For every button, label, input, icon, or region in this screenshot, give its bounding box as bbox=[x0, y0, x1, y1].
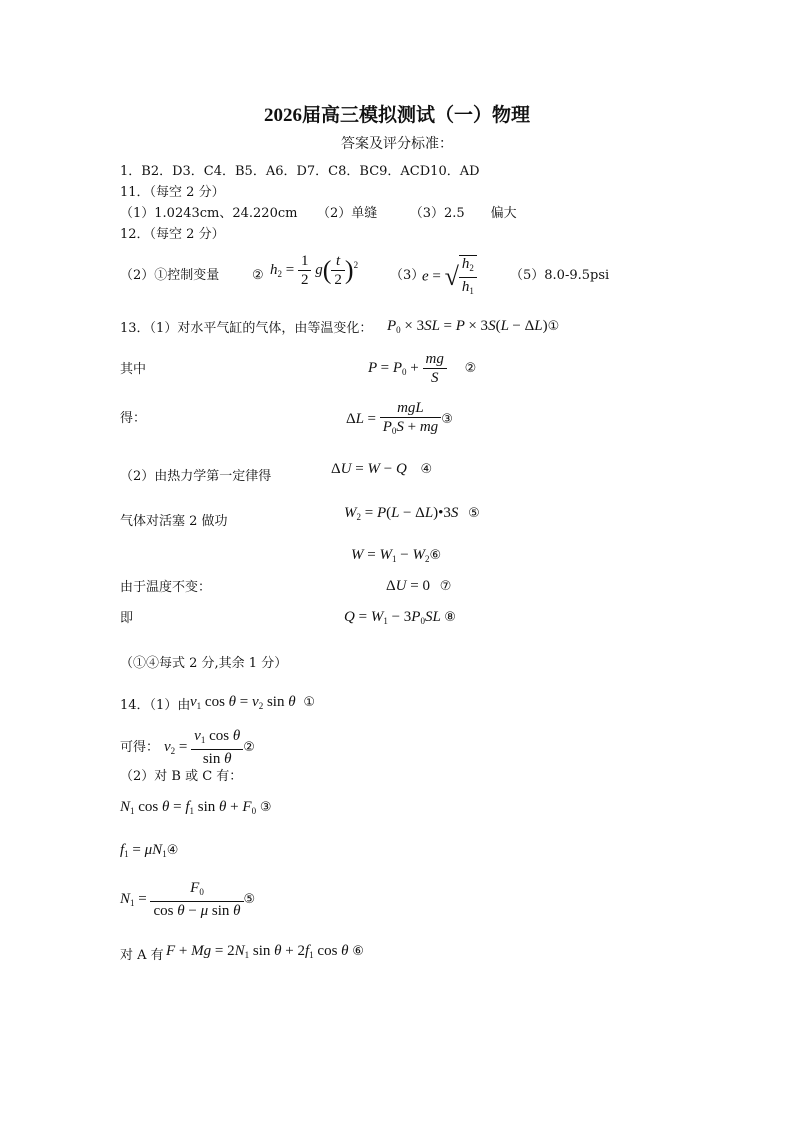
q14-for-a: 对 A 有 bbox=[120, 948, 164, 963]
page-subtitle: 答案及评分标准： bbox=[341, 136, 453, 152]
q13-eq2: $P = P_0$ + $\frac{mg}{S}$ ② bbox=[368, 351, 477, 386]
q13-eq8: $Q = W_1 - 3P_0SL$ ⑧ bbox=[344, 609, 456, 626]
mark-4: ④ bbox=[420, 462, 433, 477]
mark-1: ① bbox=[547, 319, 560, 334]
q12-part3: （3） bbox=[390, 268, 425, 283]
mark-4: ④ bbox=[166, 843, 179, 858]
q13-intro: 13．（1）对水平气缸的气体，由等温变化： bbox=[120, 321, 373, 336]
q13-part2: （2）由热力学第一定律得 bbox=[120, 469, 272, 484]
q13-so: 即 bbox=[120, 611, 134, 626]
q14-intro: 14．（1）由 bbox=[120, 698, 191, 713]
q11-answers: （1）1.0243cm、24.220cm （2）单缝 （3）2.5 偏大 bbox=[120, 206, 517, 221]
q13-work: 气体对活塞 2 做功 bbox=[120, 514, 228, 529]
q14-eq3: $N_1$ $\cos \theta = f_1$ $\sin \theta + F_0$ ③ bbox=[120, 799, 272, 816]
mark-3: ③ bbox=[259, 800, 272, 815]
mark-7: ⑦ bbox=[439, 579, 452, 594]
q12-formula-e: e = √ $\frac{h_2}{h_1}$ bbox=[422, 255, 477, 299]
q13-eq3: ΔL = $\frac{\text{mgL}}{P_0S + mg}$ ③ bbox=[346, 400, 453, 436]
choice-answers: 1．B2．D3．C4．B5．A6．D7．C8．BC9．ACD10．AD bbox=[120, 164, 480, 179]
q13-eq6: $W = W_1$ − $W_2⑥$ bbox=[351, 547, 442, 564]
mark-6: ⑥ bbox=[429, 548, 442, 563]
q11-header: 11．（每空 2 分） bbox=[120, 185, 225, 200]
q14-eq5: $N_1$ = $\frac{F_0}{\text{cos θ − μ sin θ}}$ ⑤ bbox=[120, 880, 256, 919]
q13-eq5: $W_2 = P(L$ − ΔL)•3S ⑤ bbox=[344, 505, 480, 522]
q13-temp: 由于温度不变： bbox=[120, 580, 212, 595]
page-title: 2026届高三模拟测试（一）物理 bbox=[263, 105, 530, 126]
q13-eq7: ΔU = 0 ⑦ bbox=[386, 578, 452, 594]
q14-get: 可得： bbox=[120, 740, 160, 755]
mark-1: ① bbox=[303, 695, 315, 710]
q14-eq1: $v_1$ $\cos \theta = v_2$ sin θ ① bbox=[190, 694, 315, 711]
q12-formula-h2: $h_2$ = $\frac{1}{2}$ g( $\frac{t}{2}$ )$^2$ bbox=[270, 253, 359, 288]
mark-8: ⑧ bbox=[444, 610, 456, 625]
mark-5: ⑤ bbox=[243, 891, 256, 907]
q13-eq1: $P_0 \times 3SL = P \times 3S(L$ − ΔL)① bbox=[387, 318, 560, 335]
q13-where: 其中 bbox=[120, 362, 147, 377]
mark-2: ② bbox=[464, 360, 477, 376]
mark-5: ⑤ bbox=[468, 506, 480, 521]
q13-get: 得： bbox=[120, 411, 147, 426]
q14-eq6: $F + Mg = 2N_1$ $\sin \theta + 2f_1$ cos θ ⑥ bbox=[166, 943, 364, 960]
mark-3: ③ bbox=[441, 411, 453, 427]
q12-part2: （2）①控制变量 bbox=[120, 268, 220, 283]
q12-header: 12．（每空 2 分） bbox=[120, 227, 225, 242]
q13-note: （①④每式 2 分,其余 1 分） bbox=[120, 656, 288, 671]
q14-part2: （2）对 B 或 C 有： bbox=[120, 769, 243, 784]
q12-part5: （5）8.0-9.5psi bbox=[510, 268, 610, 283]
mark-2: ② bbox=[243, 739, 255, 755]
q12-circled-2: ② bbox=[252, 268, 264, 283]
q14-eq2: $v_2$ = $\frac{v_1 \cos \theta}{\text{sin θ}}$ ② bbox=[164, 728, 255, 767]
q13-eq4: ΔU = W − Q ④ bbox=[331, 461, 433, 477]
q14-eq4: $f_1$ = $\mu N_1④$ bbox=[120, 842, 179, 859]
mark-6: ⑥ bbox=[352, 944, 364, 959]
